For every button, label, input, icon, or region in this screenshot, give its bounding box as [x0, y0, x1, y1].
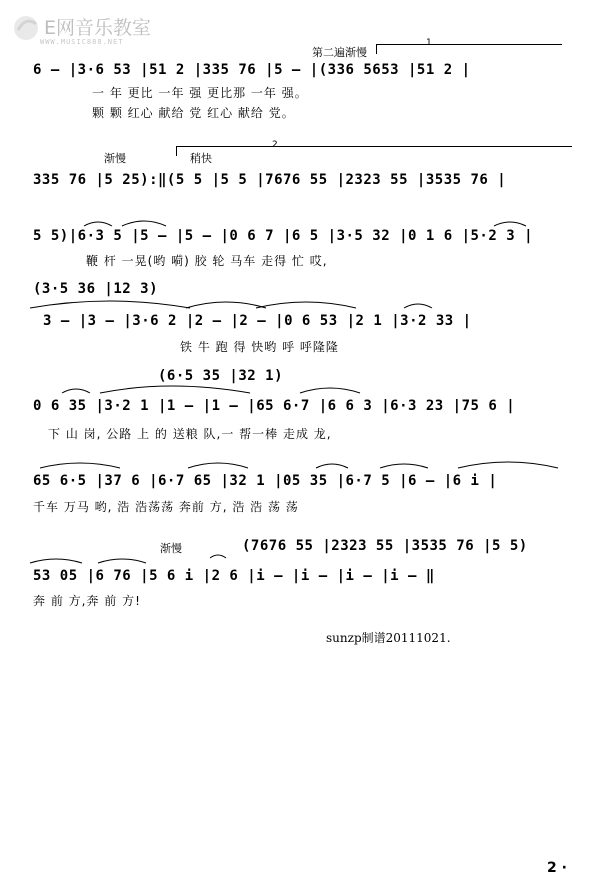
notation-line-7: 53 05 |6 76 |5 6 i |2 6 |i – |i – |i – |i – ‖	[33, 568, 435, 584]
lyric-line-3: 鞭 杆 一晃(哟 嗬) 胶 轮 马车 走得 忙 哎,	[86, 254, 328, 268]
notation-line-4: 3 – |3 – |3·6 2 |2 – |2 – |0 6 53 |2 1 |3·2 33 |	[43, 313, 472, 329]
tempo-mark: 第二遍渐慢	[312, 46, 367, 59]
notation-line-1: 6 – |3·6 53 |51 2 |335 76 |5 – |(336 5653 |51 2 |	[33, 62, 471, 78]
logo-subtitle: WWW.MUSIC888.NET	[40, 38, 124, 46]
notation-line-3: 5 5)|6·3 5 |5 – |5 – |0 6 7 |6 5 |3·5 32 |0 1 6 |5·2 3 |	[33, 228, 534, 244]
lyric-line-4: 铁 牛 跑 得 快哟 呼 呼隆隆	[180, 340, 339, 354]
lyric-line-5: 下 山 岗, 公路 上 的 送粮 队,一 帮一棒 走成 龙,	[48, 427, 332, 441]
notation-line-2: 335 76 |5 25):‖(5 5 |5 5 |7676 55 |2323 55 |3535 76 |	[33, 172, 507, 188]
tempo-mark: 稍快	[190, 152, 212, 165]
logo-text: E网音乐教室	[44, 17, 152, 39]
notation-line-5: 0 6 35 |3·2 1 |1 – |1 – |65 6·7 |6 6 3 |6·3 23 |75 6 |	[33, 398, 516, 414]
tempo-mark: 渐慢	[160, 542, 182, 555]
lyric-line-1b: 颗 颗 红心 献给 党 红心 献给 党。	[92, 106, 295, 120]
lyric-line-6: 千车 万马 哟, 浩 浩荡荡 奔前 方, 浩 浩 荡 荡	[33, 500, 299, 514]
notation-line-6: 65 6·5 |37 6 |6·7 65 |32 1 |05 35 |6·7 5 |6 – |6 i |	[33, 473, 498, 489]
ossia-line-5: (6·5 35 |32 1)	[158, 368, 284, 384]
tempo-mark: 渐慢	[104, 152, 126, 165]
transcriber-credit: sunzp制谱20111021.	[326, 631, 451, 645]
lyric-line-1a: 一 年 更比 一年 强 更比那 一年 强。	[92, 86, 308, 100]
volta-2-label: 2	[272, 140, 278, 150]
ossia-line-7: (7676 55 |2323 55 |3535 76 |5 5)	[242, 538, 528, 554]
page-number: 2 ·	[547, 860, 567, 876]
ossia-line-4: (3·5 36 |12 3)	[33, 281, 159, 297]
lyric-line-7: 奔 前 方,奔 前 方!	[33, 594, 141, 608]
volta-1-label: 1	[426, 38, 432, 48]
